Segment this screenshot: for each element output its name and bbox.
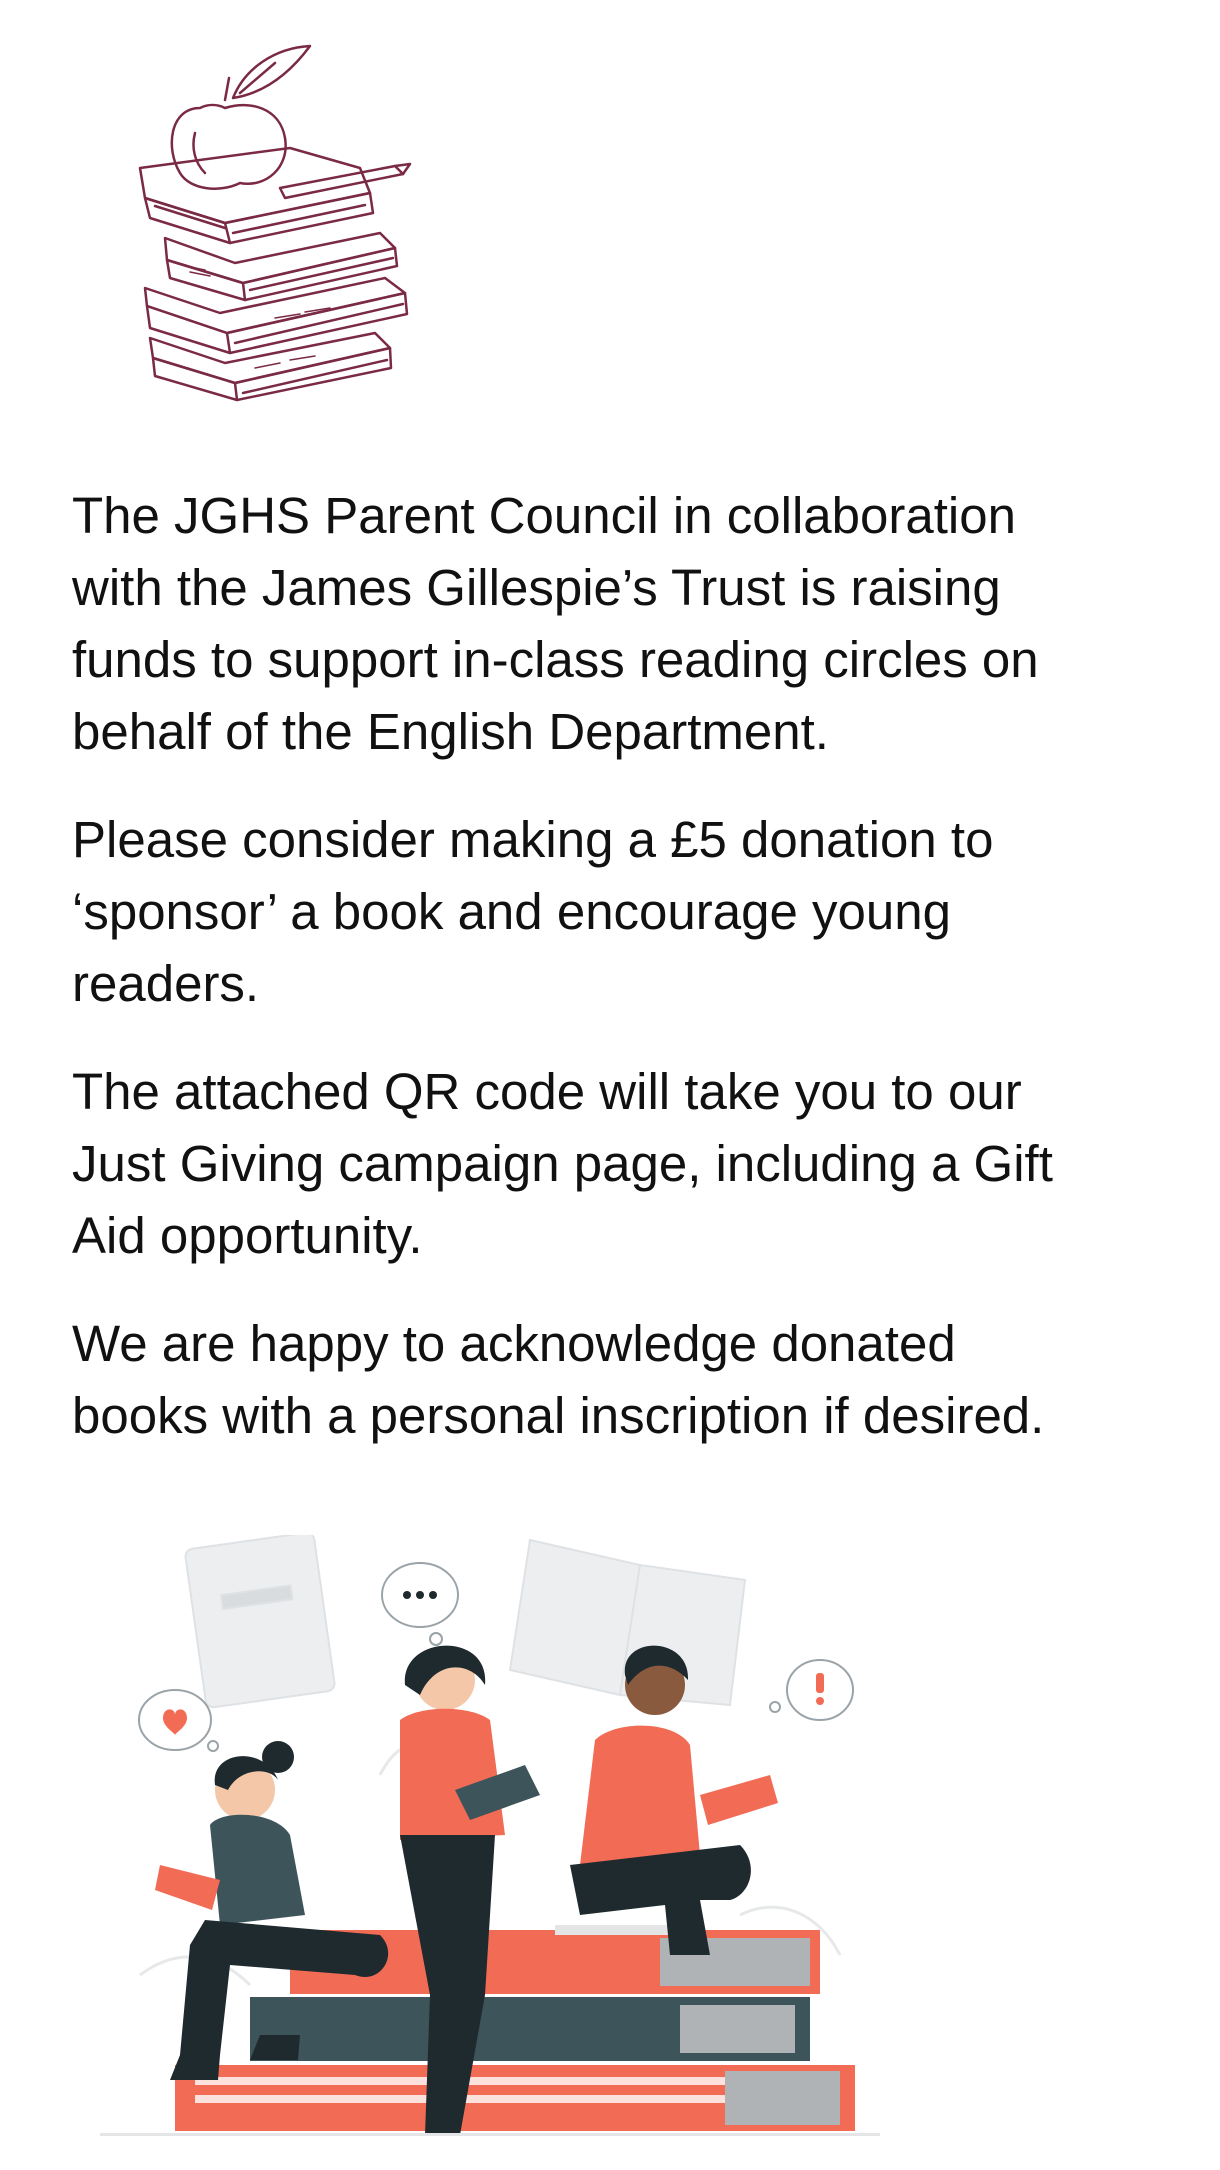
donation-paragraph: Please consider making a £5 donation to ‘sponsor’ a book and encourage young readers. [72, 811, 994, 1012]
inscription-paragraph: We are happy to acknowledge donated books with a personal inscription if desired. [72, 1315, 1045, 1444]
body-copy [72, 480, 1172, 1488]
apple-books-illustration [125, 38, 495, 418]
intro-paragraph: The JGHS Parent Council in collaboration with the James Gillespie’s Trust is raising funds to support in-class reading circles on behalf of the English Department. [72, 487, 1039, 760]
qr-code-paragraph: The attached QR code will take you to our Just Giving campaign page, including a Gift Aid opportunity. [72, 1063, 1053, 1264]
readers-illustration [100, 1535, 880, 2165]
